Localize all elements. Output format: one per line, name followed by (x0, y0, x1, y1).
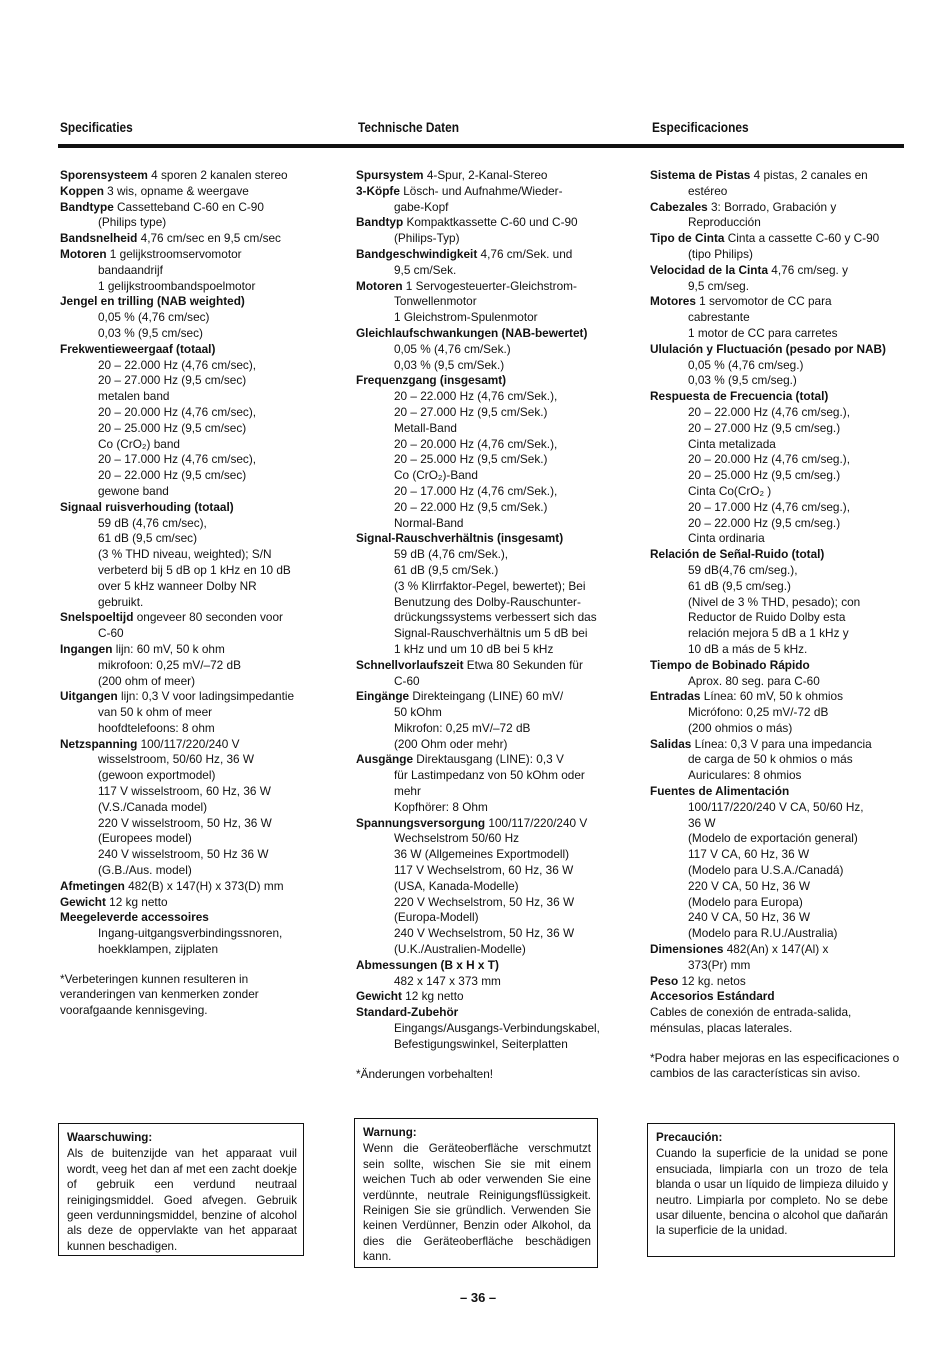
spec-continuation: Eingangs/Ausgangs-Verbindungskabel, (394, 1021, 600, 1036)
spec-label: Fuentes de Alimentación (650, 784, 790, 799)
spec-continuation: 0,03 % (9,5 cm/Sek.) (394, 357, 505, 372)
spec-entry (356, 989, 606, 1005)
spec-continuation: 0,05 % (4,76 cm/seg.) (688, 357, 804, 372)
spec-entry (650, 168, 900, 184)
spec-continuation: 61 dB (9,5 cm/Sek.) (394, 562, 499, 577)
spec-entry (356, 279, 606, 295)
spec-continuation: Co (CrO₂) band (98, 436, 180, 451)
spec-continuation: (Europa-Modell) (394, 910, 479, 925)
spec-continuation: 20 – 20.000 Hz (4,76 cm/sec), (98, 404, 257, 419)
spec-entry (650, 200, 900, 216)
spec-entry (356, 958, 606, 974)
spec-continuation: 59 dB (4,76 cm/Sek.), (394, 547, 509, 562)
spec-continuation: over 5 kHz wanneer Dolby NR (98, 578, 257, 593)
spec-continuation: 59 dB (4,76 cm/sec), (98, 515, 207, 530)
spec-continuation: gabe-Kopf (394, 199, 449, 214)
spec-note: *Änderungen vorbehalten! (356, 1066, 494, 1081)
spec-continuation: relación mejora 5 dB a 1 kHz y (688, 626, 849, 641)
spec-continuation: ménsulas, placas laterales. (650, 1021, 793, 1036)
page-number: – 36 – (460, 1290, 497, 1305)
spec-label: Koppen (60, 183, 104, 198)
spec-label: Accesorios Estándard (650, 989, 775, 1004)
spec-label: Abmessungen (B x H x T) (356, 957, 499, 972)
spec-continuation: mikrofoon: 0,25 mV/–72 dB (98, 657, 241, 672)
spec-label: Bandgeschwindigkeit (356, 246, 478, 261)
spec-continuation: C-60 (394, 673, 420, 688)
spec-continuation: (USA, Kanada-Modelle) (394, 878, 519, 893)
spec-continuation: (U.K./Australien-Modelle) (394, 942, 526, 957)
warning-title: Warnung: (363, 1126, 417, 1139)
spec-value: 4,76 cm/seg. y (768, 262, 849, 277)
spec-continuation: 36 W (Allgemeines Exportmodell) (394, 847, 570, 862)
spec-continuation: Normal-Band (394, 515, 464, 530)
spec-continuation: 482 x 147 x 373 mm (394, 973, 501, 988)
header-dutch: Specificaties (60, 119, 133, 135)
spec-continuation: (gewoon exportmodel) (98, 768, 216, 783)
spec-label: Tipo de Cinta (650, 231, 725, 246)
spec-label: Frequenzgang (insgesamt) (356, 373, 507, 388)
spec-continuation: 20 – 25.000 Hz (9,5 cm/seg.) (688, 468, 841, 483)
spec-continuation: de carga de 50 k ohmios o más (688, 752, 853, 767)
spec-entry (356, 658, 606, 674)
spec-value: Línea: 60 mV, 50 k ohmios (700, 689, 844, 704)
spec-continuation: 1 Gleichstrom-Spulenmotor (394, 310, 538, 325)
warning-text: Wenn die Geräteoberfläche verschmutzt sein sollte, wischen Sie sie mit einem weichen Tuch ab oder verwenden Sie eine verdünnte, neutrale Reinigungsflüssigkeit. Reinigen Sie sie gründlich. Verwenden Sie keinen Verdünner, Benzin oder Alkohol, da dies die Geräteoberfläche beschädigen kann. (363, 1142, 591, 1264)
spec-label: Frekwentieweergaaf (totaal) (60, 341, 216, 356)
spec-continuation: 0,05 % (4,76 cm/sec) (98, 310, 210, 325)
spec-continuation: 20 – 20.000 Hz (4,76 cm/Sek.), (394, 436, 558, 451)
spec-value: 482(An) x 147(Al) x (723, 942, 829, 957)
spec-value: 1 gelijkstroomservomotor (106, 246, 242, 261)
spec-label: Gewicht (356, 989, 402, 1004)
warning-text: Cuando la superficie de la unidad se pone ensuciada, limpiarla con un trozo de tela blanda o usar un líquido de limpieza diluido y neutro. Limpiarla por completo. No se debe usar diluente, bencina o alcohol que dañarán la superficie de la unidad. (656, 1147, 888, 1238)
spec-continuation: Auriculares: 8 ohmios (688, 768, 802, 783)
spec-label: Sporensysteem (60, 168, 148, 182)
spec-value: 482(B) x 147(H) x 373(D) mm (124, 878, 284, 893)
spec-continuation: 100/117/220/240 V CA, 50/60 Hz, (688, 799, 864, 814)
spec-label: Ingangen (60, 641, 113, 656)
spec-label: Motoren (356, 278, 403, 293)
spec-entry (60, 342, 320, 358)
spec-continuation: 20 – 17.000 Hz (4,76 cm/seg.), (688, 499, 850, 514)
warning-box-dutch (58, 1123, 304, 1256)
spec-label: Eingänge (356, 689, 410, 704)
spec-continuation: 220 V CA, 50 Hz, 36 W (688, 878, 810, 893)
spec-continuation: Cinta Co(CrO₂ ) (688, 483, 772, 498)
spec-value: Línea: 0,3 V para una impedancia (691, 736, 872, 751)
spec-continuation: 220 V wisselstroom, 50 Hz, 36 W (98, 815, 272, 830)
spec-label: Peso (650, 973, 679, 988)
spec-label: Motores (650, 294, 696, 309)
spec-continuation: Co (CrO₂)-Band (394, 468, 478, 483)
spec-continuation: 240 V wisselstroom, 50 Hz 36 W (98, 847, 269, 862)
spec-continuation: Reductor de Ruido Dolby esta (688, 610, 846, 625)
spec-label: Ululación y Fluctuación (pesado por NAB) (650, 341, 886, 356)
spec-entry (356, 752, 606, 768)
spec-continuation: mehr (394, 784, 421, 799)
spec-value: 3 wis, opname & weergave (103, 183, 249, 198)
column-spanish (650, 168, 900, 1082)
warning-title: Precaución: (656, 1131, 723, 1144)
spec-label: Entradas (650, 689, 701, 704)
spec-value: Lösch- und Aufnahme/Wieder- (399, 183, 563, 198)
spec-value: lijn: 60 mV, 50 k ohm (112, 641, 225, 656)
spec-value: 4,76 cm/Sek. und (477, 246, 573, 261)
spec-value: Direkteingang (LINE) 60 mV/ (409, 689, 564, 704)
spec-continuation: 20 – 25.000 Hz (9,5 cm/sec) (98, 420, 247, 435)
spec-value: 1 servomotor de CC para (695, 294, 832, 309)
spec-entry (356, 215, 606, 231)
spec-label: Gewicht (60, 894, 106, 909)
spec-continuation: Cables de conexión de entrada-salida, (650, 1005, 852, 1020)
spec-continuation: 0,05 % (4,76 cm/Sek.) (394, 341, 511, 356)
spec-entry (650, 942, 900, 958)
spec-value: 4 sporen 2 kanalen stereo (147, 168, 288, 182)
spec-continuation: 117 V CA, 60 Hz, 36 W (688, 847, 810, 862)
spec-continuation: Kopfhörer: 8 Ohm (394, 799, 488, 814)
spec-entry (650, 389, 900, 405)
spec-continuation: 0,03 % (9,5 cm/sec) (98, 325, 203, 340)
spec-continuation: 61 dB (9,5 cm/sec) (98, 531, 198, 546)
spec-entry (60, 642, 320, 658)
spec-continuation: gewone band (98, 483, 169, 498)
spec-continuation: 20 – 27.000 Hz (9,5 cm/seg.) (688, 420, 841, 435)
header-spanish: Especificaciones (652, 119, 749, 135)
spec-continuation: C-60 (98, 626, 124, 641)
warning-box-german (354, 1118, 598, 1268)
spec-label: Netzspanning (60, 736, 138, 751)
spec-continuation: (G.B./Aus. model) (98, 863, 192, 878)
spec-value: 4,76 cm/sec en 9,5 cm/sec (137, 231, 281, 246)
spec-continuation: cabrestante (688, 310, 750, 325)
spec-continuation: (Philips-Typ) (394, 231, 460, 246)
spec-continuation: 240 V Wechselstrom, 50 Hz, 36 W (394, 926, 575, 941)
spec-continuation: Befestigungswinkel, Seiterplatten (394, 1036, 568, 1051)
spec-entry (60, 168, 320, 184)
spec-continuation: 1 kHz und um 10 dB bei 5 kHz (394, 641, 554, 656)
spec-continuation: 20 – 22.000 Hz (4,76 cm/seg.), (688, 404, 850, 419)
spec-continuation: (Modelo para R.U./Australia) (688, 926, 838, 941)
warning-title: Waarschuwing: (67, 1131, 153, 1144)
spec-label: Gleichlaufschwankungen (NAB-bewertet) (356, 325, 588, 340)
spec-continuation: Reproducción (688, 215, 761, 230)
spec-label: Spursystem (356, 168, 424, 182)
spec-continuation: 20 – 22.000 Hz (9,5 cm/seg.) (688, 515, 841, 530)
spec-label: Cabezales (650, 199, 708, 214)
spec-entry (356, 184, 606, 200)
spec-continuation: (3 % THD niveau, weighted); S/N (98, 547, 272, 562)
spec-continuation: estéreo (688, 183, 728, 198)
spec-entry (650, 737, 900, 753)
spec-continuation: Ingang-uitgangsverbindingssnoren, (98, 926, 283, 941)
spec-entry (60, 879, 320, 895)
spec-continuation: Benutzung des Dolby-Rauschunter- (394, 594, 581, 609)
spec-continuation: metalen band (98, 389, 170, 404)
spec-continuation: Wechselstrom 50/60 Hz (394, 831, 520, 846)
spec-value: 4 pistas, 2 canales en (750, 168, 868, 182)
spec-label: Jengel en trilling (NAB weighted) (60, 294, 245, 309)
spec-value: ongeveer 80 seconden voor (133, 610, 283, 625)
spec-label: Salidas (650, 736, 692, 751)
spec-continuation: 9,5 cm/Sek. (394, 262, 457, 277)
spec-continuation: 20 – 27.000 Hz (9,5 cm/sec) (98, 373, 247, 388)
spec-entry (356, 247, 606, 263)
spec-continuation: Metall-Band (394, 420, 457, 435)
spec-continuation: 20 – 22.000 Hz (9,5 cm/Sek.) (394, 499, 548, 514)
spec-entry (356, 326, 606, 342)
spec-continuation: 20 – 17.000 Hz (4,76 cm/Sek.), (394, 483, 558, 498)
spec-continuation: (200 Ohm oder mehr) (394, 736, 508, 751)
spec-continuation: 117 V Wechselstrom, 60 Hz, 36 W (394, 863, 574, 878)
spec-entry (60, 737, 320, 753)
spec-continuation: Tonwellenmotor (394, 294, 477, 309)
spec-continuation: (Europees model) (98, 831, 192, 846)
spec-label: Dimensiones (650, 942, 724, 957)
spec-label: Schnellvorlaufszeit (356, 657, 464, 672)
spec-continuation: (Modelo de exportación general) (688, 831, 858, 846)
spec-label: Signal-Rauschverhältnis (insgesamt) (356, 531, 564, 546)
spec-continuation: 20 – 22.000 Hz (9,5 cm/sec) (98, 468, 247, 483)
spec-continuation: Micrófono: 0,25 mV/-72 dB (688, 705, 829, 720)
spec-entry (356, 373, 606, 389)
column-german (356, 168, 606, 1082)
spec-continuation: (Modelo para Europa) (688, 894, 803, 909)
spec-value: Kompaktkassette C-60 und C-90 (403, 215, 578, 230)
spec-continuation: (200 ohm of meer) (98, 673, 196, 688)
spec-continuation: Cinta metalizada (688, 436, 776, 451)
spec-entry (60, 231, 320, 247)
spec-continuation: (Modelo para U.S.A./Canadá) (688, 863, 844, 878)
spec-continuation: 20 – 20.000 Hz (4,76 cm/seg.), (688, 452, 850, 467)
spec-continuation: 9,5 cm/seg. (688, 278, 749, 293)
spec-label: 3-Köpfe (356, 183, 400, 198)
spec-label: Meegeleverde accessoires (60, 910, 209, 925)
spec-entry (60, 910, 320, 926)
spec-label: Velocidad de la Cinta (650, 262, 769, 277)
spec-entry (60, 610, 320, 626)
spec-label: Tiempo de Bobinado Rápido (650, 657, 810, 672)
spec-continuation: (tipo Philips) (688, 246, 753, 261)
spec-entry (60, 200, 320, 216)
spec-value: 4-Spur, 2-Kanal-Stereo (423, 168, 548, 182)
spec-entry (60, 500, 320, 516)
spec-continuation: 36 W (688, 815, 716, 830)
spec-continuation: 373(Pr) mm (688, 957, 751, 972)
spec-continuation: wisselstroom, 50/60 Hz, 36 W (98, 752, 255, 767)
spec-continuation: Signal-Rauschverhältnis um 5 dB bei (394, 626, 588, 641)
spec-value: Etwa 80 Sekunden für (463, 657, 583, 672)
spec-note: *Podra haber mejoras en las especificaciones o cambios de las características sin aviso. (650, 1050, 900, 1081)
spec-entry (356, 689, 606, 705)
spec-label: Standard-Zubehör (356, 1005, 459, 1020)
spec-value: Cassetteband C-60 en C-90 (113, 199, 264, 214)
spec-label: Signaal ruisverhouding (totaal) (60, 499, 234, 514)
spec-value: 1 Servogesteuerter-Gleichstrom- (402, 278, 577, 293)
header-german: Technische Daten (358, 119, 459, 135)
spec-value: Cinta a cassette C-60 y C-90 (724, 231, 880, 246)
spec-continuation: 20 – 22.000 Hz (4,76 cm/sec), (98, 357, 257, 372)
spec-entry (650, 784, 900, 800)
spec-entry (60, 184, 320, 200)
spec-continuation: 240 V CA, 50 Hz, 36 W (688, 910, 810, 925)
spec-continuation: 20 – 27.000 Hz (9,5 cm/Sek.) (394, 404, 548, 419)
spec-entry (650, 658, 900, 674)
spec-continuation: (V.S./Canada model) (98, 799, 208, 814)
spec-value: 12 kg netto (401, 989, 464, 1004)
spec-label: Relación de Señal-Ruido (total) (650, 547, 825, 562)
spec-continuation: Aprox. 80 seg. para C-60 (688, 673, 820, 688)
spec-entry (60, 689, 320, 705)
spec-entry (356, 816, 606, 832)
spec-continuation: 117 V wisselstroom, 60 Hz, 36 W (98, 784, 271, 799)
spec-continuation: 1 gelijkstroombandspoelmotor (98, 278, 256, 293)
spec-continuation: 20 – 25.000 Hz (9,5 cm/Sek.) (394, 452, 548, 467)
spec-label: Snelspoeltijd (60, 610, 134, 625)
warning-box-spanish (647, 1123, 895, 1257)
spec-continuation: für Lastimpedanz von 50 kOhm oder (394, 768, 585, 783)
spec-continuation: Cinta ordinaria (688, 531, 765, 546)
column-dutch (60, 168, 320, 1018)
spec-continuation: 61 dB (9,5 cm/seg.) (688, 578, 791, 593)
spec-value: 100/117/220/240 V (137, 736, 240, 751)
spec-continuation: 50 kOhm (394, 705, 442, 720)
spec-continuation: Mikrofon: 0,25 mV/–72 dB (394, 720, 531, 735)
spec-continuation: 59 dB(4,76 cm/seg.), (688, 562, 798, 577)
spec-entry (60, 294, 320, 310)
spec-entry (650, 547, 900, 563)
spec-entry (60, 247, 320, 263)
spec-entry (650, 231, 900, 247)
spec-entry (356, 531, 606, 547)
spec-entry (60, 895, 320, 911)
spec-label: Ausgänge (356, 752, 414, 767)
spec-continuation: (3 % Klirrfaktor-Pegel, bewertet); Bei (394, 578, 586, 593)
spec-continuation: van 50 k ohm of meer (98, 705, 213, 720)
header-rule (58, 144, 904, 148)
spec-continuation: 20 – 22.000 Hz (4,76 cm/Sek.), (394, 389, 558, 404)
spec-label: Uitgangen (60, 689, 118, 704)
spec-continuation: verbeterd bij 5 dB op 1 kHz en 10 dB (98, 562, 291, 577)
spec-label: Respuesta de Frecuencia (total) (650, 389, 829, 404)
spec-label: Sistema de Pistas (650, 168, 751, 182)
spec-label: Afmetingen (60, 878, 125, 893)
spec-value: 3: Borrado, Grabación y (707, 199, 837, 214)
spec-continuation: (Nivel de 3 % THD, pesado); con (688, 594, 861, 609)
spec-note: *Verbeteringen kunnen resulteren in veranderingen van kenmerken zonder voorafgaande kennisgeving. (60, 971, 259, 1017)
spec-entry (356, 1005, 606, 1021)
spec-label: Bandtype (60, 199, 114, 214)
spec-continuation: drückungssystems verbessert sich das (394, 610, 597, 625)
spec-entry (650, 989, 900, 1005)
spec-entry (356, 168, 606, 184)
spec-continuation: 1 motor de CC para carretes (688, 325, 838, 340)
spec-label: Bandtyp (356, 215, 404, 230)
warning-text: Als de buitenzijde van het apparaat vuil wordt, veeg het dan af met een zacht doekje of gebruik een verdund neutraal reinigingsmiddel. Goed afvegen. Gebruik geen verdunningsmiddel, benzine of alcohol als deze de oppervlakte van het apparaat kunnen beschadigen. (67, 1147, 297, 1253)
spec-entry (650, 342, 900, 358)
spec-continuation: 10 dB a más de 5 kHz. (688, 641, 808, 656)
spec-label: Bandsnelheid (60, 231, 138, 246)
spec-entry (650, 974, 900, 990)
spec-value: lijn: 0,3 V voor ladingsimpedantie (117, 689, 295, 704)
spec-continuation: 20 – 17.000 Hz (4,76 cm/sec), (98, 452, 257, 467)
spec-continuation: (200 ohmios o más) (688, 720, 793, 735)
spec-continuation: 220 V Wechselstrom, 50 Hz, 36 W (394, 894, 575, 909)
spec-continuation: 0,03 % (9,5 cm/seg.) (688, 373, 797, 388)
spec-continuation: gebruikt. (98, 594, 144, 609)
spec-value: 12 kg. netos (678, 973, 746, 988)
spec-label: Motoren (60, 246, 107, 261)
spec-value: Direktausgang (LINE): 0,3 V (413, 752, 564, 767)
spec-entry (650, 294, 900, 310)
spec-continuation: bandaandrijf (98, 262, 163, 277)
spec-entry (650, 263, 900, 279)
spec-continuation: (Philips type) (98, 215, 167, 230)
spec-label: Spannungsversorgung (356, 815, 486, 830)
spec-continuation: hoofdtelefoons: 8 ohm (98, 720, 215, 735)
spec-value: 100/117/220/240 V (485, 815, 588, 830)
spec-entry (650, 689, 900, 705)
spec-value: 12 kg netto (105, 894, 168, 909)
spec-continuation: hoekklampen, zijplaten (98, 942, 219, 957)
